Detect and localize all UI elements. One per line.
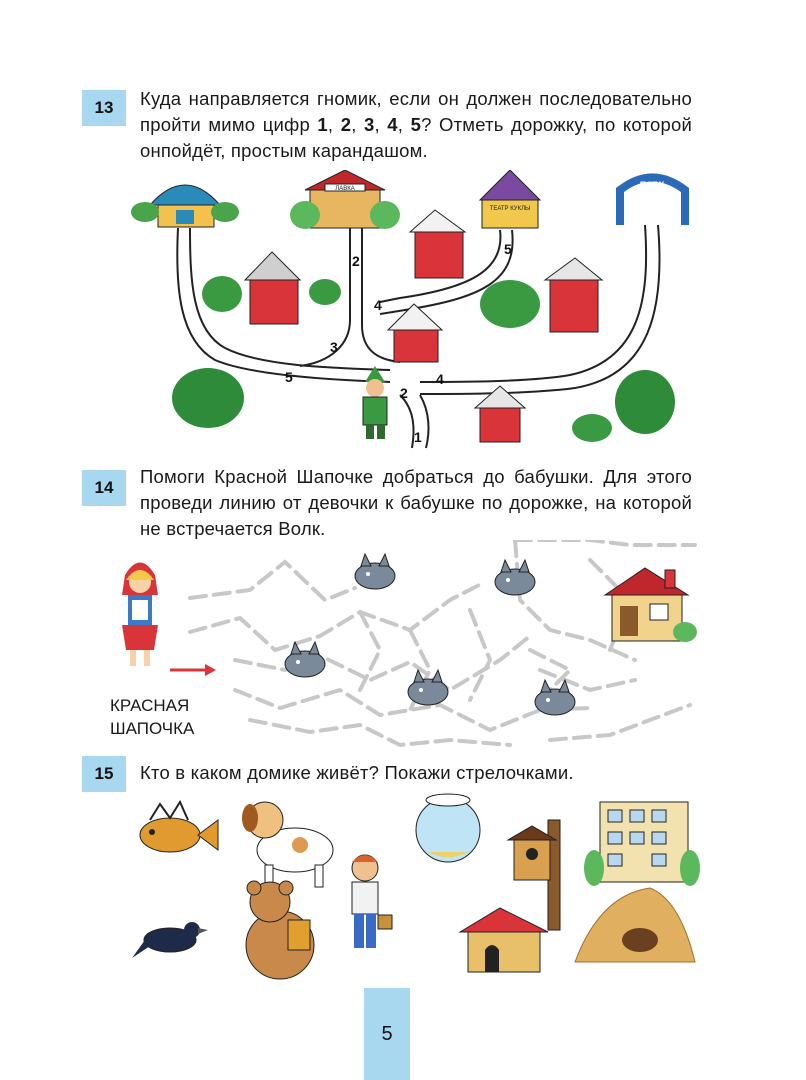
bush-icon xyxy=(572,414,612,442)
task-15-text: Кто в каком домике живёт? Покажи стрелочками. xyxy=(140,762,574,783)
bear-icon xyxy=(246,881,314,979)
task-number-15: 15 xyxy=(82,756,126,792)
gnome-map-illustration xyxy=(130,170,690,455)
task-number-13: 13 xyxy=(82,90,126,126)
bush-icon xyxy=(309,279,341,305)
bush-icon xyxy=(615,370,675,434)
fish-icon xyxy=(140,802,218,852)
burrow-icon xyxy=(575,888,695,962)
red-house-3-icon xyxy=(545,258,602,332)
house-shop-icon xyxy=(290,170,400,229)
wolf-icon xyxy=(535,680,575,715)
bush-icon xyxy=(172,368,244,428)
page-number: 5 xyxy=(364,988,410,1080)
red-house-2-icon xyxy=(410,210,465,278)
task-number-14: 14 xyxy=(82,470,126,506)
path-label: 1 xyxy=(414,429,422,445)
svg-text:ПАРК: ПАРК xyxy=(639,180,665,190)
arrow-right-icon xyxy=(170,664,216,676)
bush-icon xyxy=(202,276,242,312)
svg-text:ТЕАТР КУКЛЫ: ТЕАТР КУКЛЫ xyxy=(489,206,531,212)
task-14-text: Помоги Красной Шапочке добраться до бабушки. Для этого проведи линию от девочки к бабушке по дорожке, на которой не встречается Волк. xyxy=(140,466,692,539)
wolf-icon xyxy=(355,554,395,589)
aquarium-icon xyxy=(416,794,480,862)
theatre-tent-icon xyxy=(480,170,540,228)
birdhouse-icon xyxy=(508,820,560,930)
girl-label: КРАСНАЯ ШАПОЧКА xyxy=(110,696,195,738)
dog-icon xyxy=(242,802,333,887)
path-label: 2 xyxy=(352,253,360,269)
building-icon xyxy=(584,802,700,886)
bush-icon xyxy=(480,280,540,328)
red-riding-hood-icon xyxy=(122,563,158,667)
task-13-text: Куда направляется гномик, если он должен последовательно пройти мимо цифр 1, 2, 3, 4, 5? Отметь дорожку, по которой онпойдёт, простым карандашом. xyxy=(140,88,692,161)
crow-icon xyxy=(132,922,208,958)
path-label: 5 xyxy=(285,369,293,385)
path-label: 4 xyxy=(374,297,382,313)
red-riding-hood-maze xyxy=(110,540,700,750)
path-label: 2 xyxy=(400,385,408,401)
park-gate-icon xyxy=(620,178,685,226)
red-house-1-icon xyxy=(245,252,300,324)
path-label: 4 xyxy=(436,371,444,387)
animals-houses-illustration xyxy=(130,790,700,990)
svg-text:ЛАВКА: ЛАВКА xyxy=(335,186,355,192)
gnome-icon xyxy=(363,366,387,439)
grandmother-house-icon xyxy=(605,568,697,642)
path-label: 3 xyxy=(330,339,338,355)
carousel-icon xyxy=(131,185,239,227)
wolf-icon xyxy=(285,642,325,677)
path-label: 5 xyxy=(504,241,512,257)
doghouse-icon xyxy=(460,908,548,972)
red-house-4-icon xyxy=(388,304,442,362)
wolf-icon xyxy=(495,560,535,595)
boy-icon xyxy=(352,855,392,948)
